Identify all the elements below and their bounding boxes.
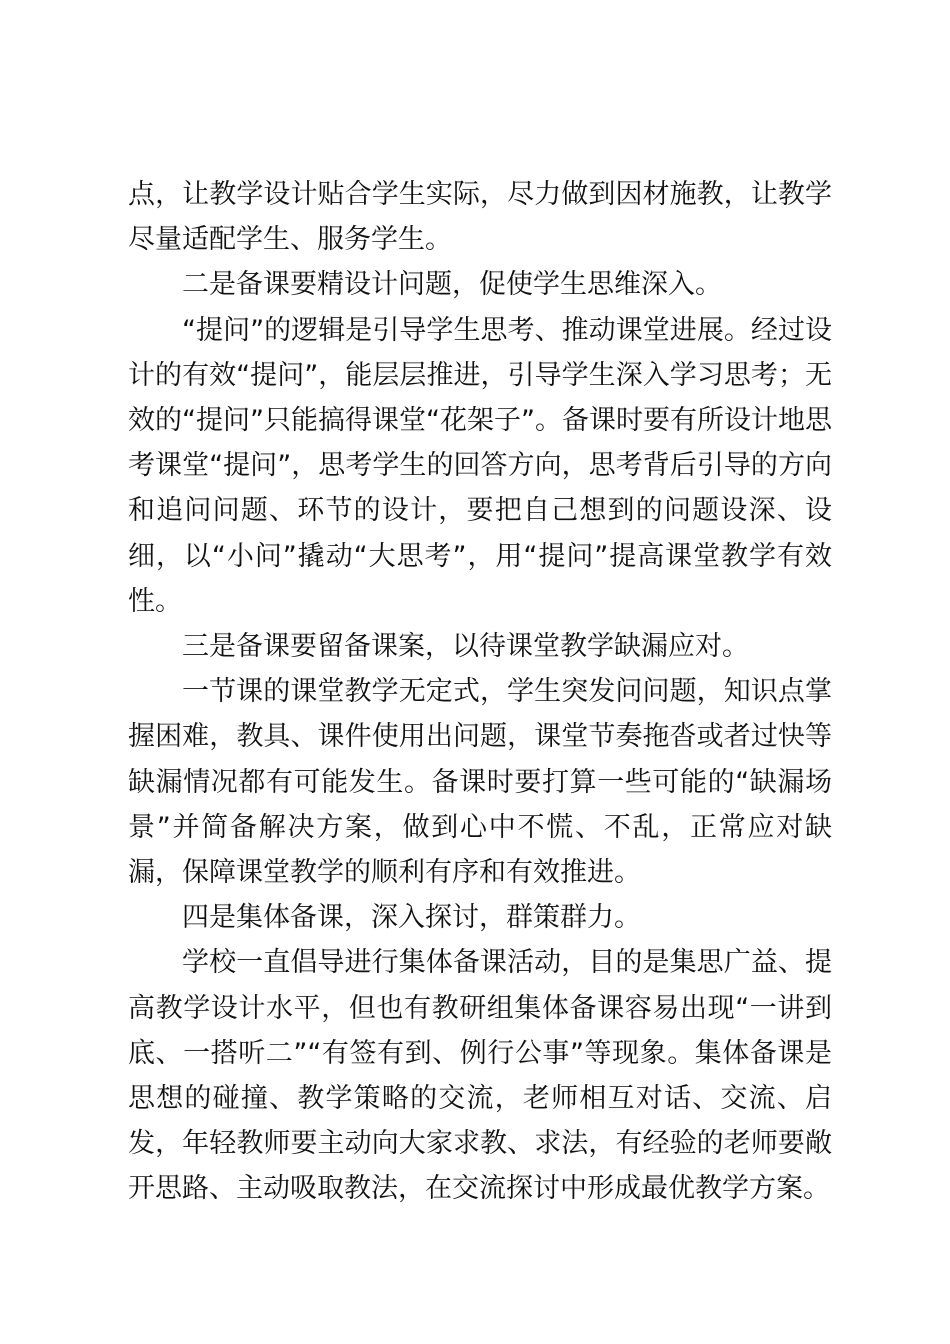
paragraph-collective: 学校一直倡导进行集体备课活动，目的是集思广益、提高教学设计水平，但也有教研组集体备课容易出现“一讲到底、一搭听二”“有签有到、例行公事”等现象。集体备课是思想的碰撞、教学策略的交流，老师相互对话、交流、启发，年轻教师要主动向大家求教、求法，有经验的老师要敞开思路、主动吸取教法，在交流探讨中形成最优教学方案。 — [128, 947, 832, 1205]
paragraph-heading-2: 二是备课要精设计问题，促使学生思维深入。 — [182, 269, 722, 301]
body-text — [128, 172, 832, 1212]
paragraph-heading-4: 四是集体备课，深入探讨，群策群力。 — [182, 902, 641, 934]
paragraph-questioning: “提问”的逻辑是引导学生思考、推动课堂进展。经过设计的有效“提问”，能层层推进，引导学生深入学习思考；无效的“提问”只能搞得课堂“花架子”。备课时要有所设计地思考课堂“提问”，思考学生的回答方向，思考背后引导的方向和追问问题、环节的设计，要把自己想到的问题设深、设细，以“小问”撬动“大思考”，用“提问”提高课堂教学有效性。 — [128, 314, 832, 617]
paragraph-contingency: 一节课的课堂教学无定式，学生突发问问题，知识点掌握困难，教具、课件使用出问题，课堂节奏拖沓或者过快等缺漏情况都有可能发生。备课时要打算一些可能的“缺漏场景”并简备解决方案，做到心中不慌、不乱，正常应对缺漏，保障课堂教学的顺利有序和有效推进。 — [128, 676, 832, 889]
paragraph-heading-3: 三是备课要留备课案，以待课堂教学缺漏应对。 — [182, 631, 749, 663]
paragraph-continuation: 点，让教学设计贴合学生实际，尽力做到因材施教，让教学尽量适配学生、服务学生。 — [128, 179, 832, 256]
